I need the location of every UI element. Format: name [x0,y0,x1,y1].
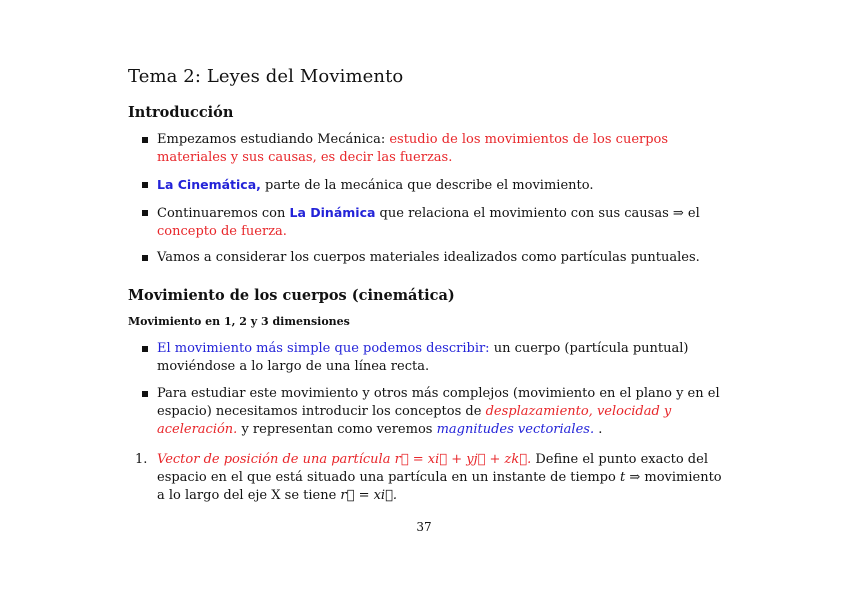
list-item: Vamos a considerar los cuerpos materiales idealizados como partículas puntuales. [157,249,722,267]
bullet-square-icon [142,255,148,261]
list-item: Continuaremos con La Dinámica que relaciona el movimiento con sus causas ⇒ el concepto de fuerza. [157,204,722,241]
section-heading-introduccion: Introducción [128,104,234,121]
bullet-square-icon [142,210,148,216]
bullet-square-icon [142,137,148,143]
list-item: Para estudiar este movimiento y otros más complejos (movimiento en el plano y en el espacio) necesitamos introducir los conceptos de desplazamiento, velocidad y aceleración. y representan como veremos magnitudes vectoriales. . [157,385,722,439]
list-item: La Cinemática, parte de la mecánica que describe el movimiento. [157,176,722,195]
section-heading-movimiento: Movimiento de los cuerpos (cinemática) [128,287,455,304]
page-title: Tema 2: Leyes del Movimento [128,66,404,87]
bullet-square-icon [142,391,148,397]
list-item: Empezamos estudiando Mecánica: estudio de los movimientos de los cuerpos materiales y sus causas, es decir las fuerzas. [157,131,722,167]
bullet-square-icon [142,182,148,188]
page-number: 37 [416,520,432,534]
numbered-item: 1. Vector de posición de una partícula r⃗ = xi⃗ + yj⃗ + zk⃗. Define el punto exacto del espacio en el que está situado una partícula en un instante de tiempo t ⇒ movimiento a lo largo del eje X se tiene r⃗ = xi⃗. [135,452,722,503]
list-item: El movimiento más simple que podemos describir: un cuerpo (partícula puntual) moviéndose a lo largo de una línea recta. [157,340,722,376]
subsection-heading: Movimiento en 1, 2 y 3 dimensiones [128,315,350,328]
item-number: 1. [135,452,148,467]
bullet-square-icon [142,346,148,352]
